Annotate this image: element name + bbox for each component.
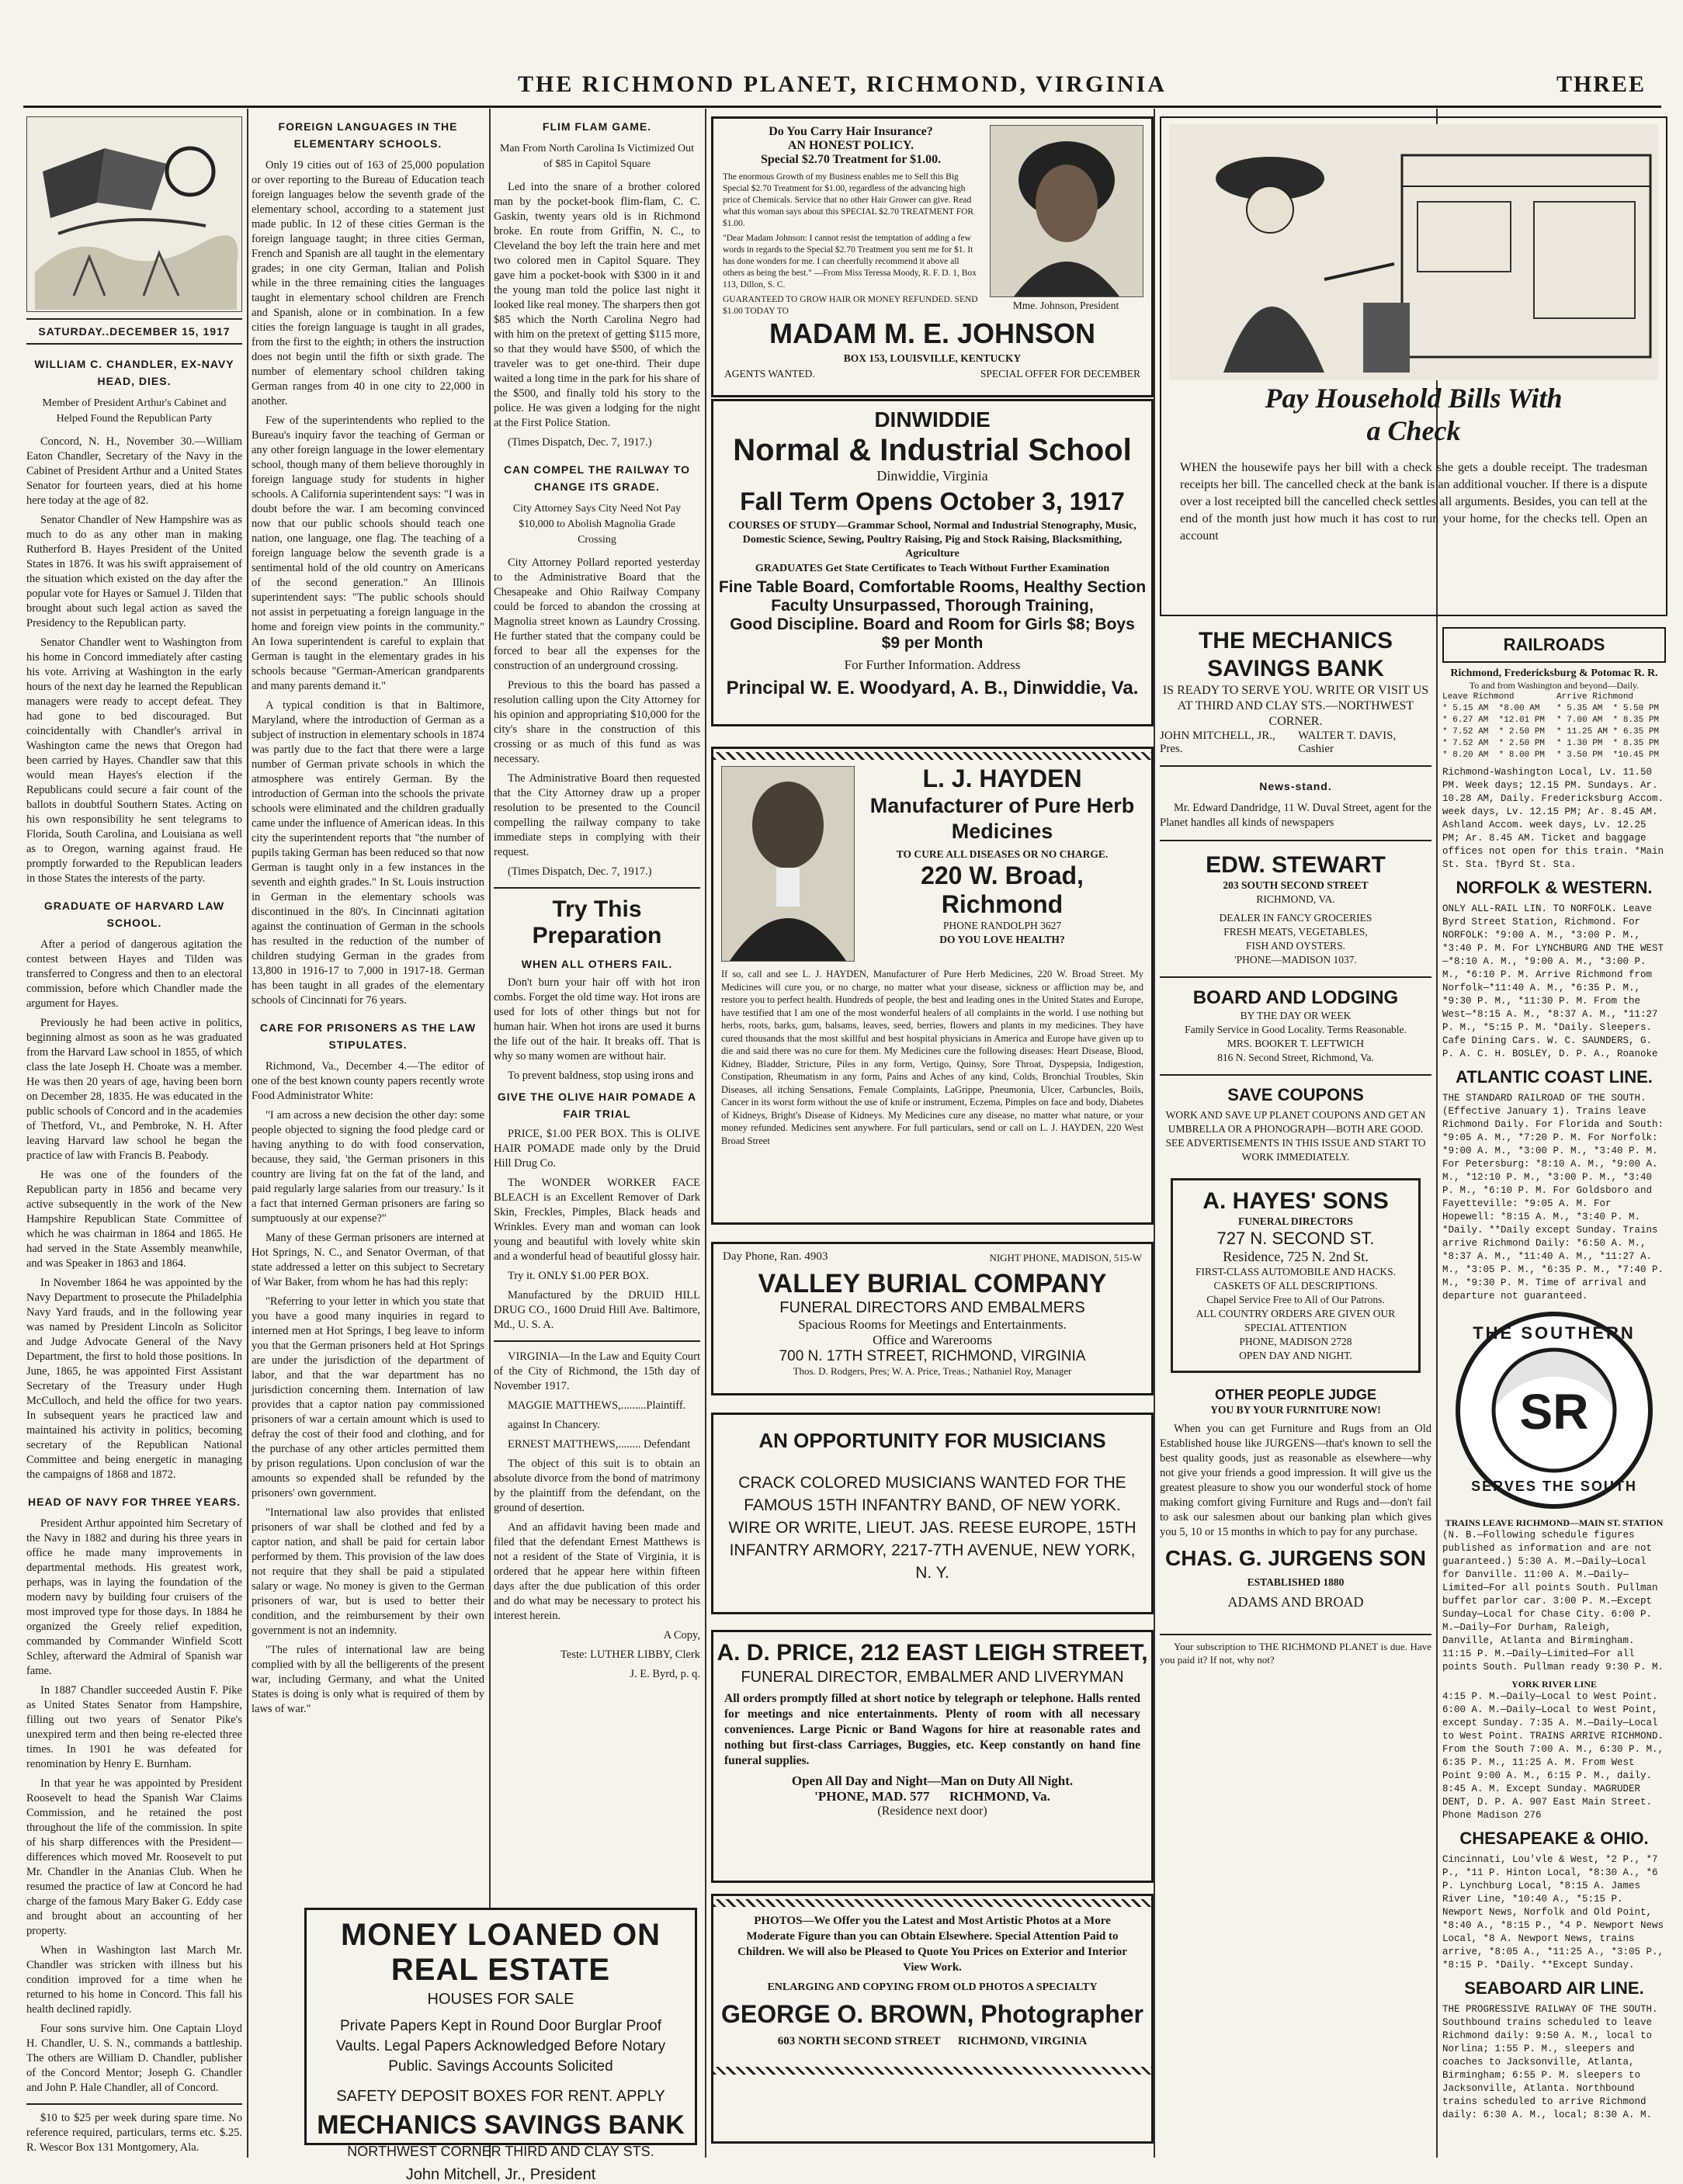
bank-cashier: WALTER T. DAVIS, Cashier <box>1298 730 1397 755</box>
hair-ad-guarantee: GUARANTEED TO GROW HAIR OR MONEY REFUNDED. SEND $1.00 TODAY TO <box>723 295 978 316</box>
hayes-line: FUNERAL DIRECTORS <box>1238 1215 1353 1227</box>
article-paragraph: Concord, N. H., November 30.—William Eaton Chandler, Secretary of the Navy in the Cabinet of President Arthur and a United States Senator for fourteen years, died at his home here today at the age of 82. <box>26 435 242 507</box>
jurgens-established: ESTABLISHED 1880 <box>1247 1576 1345 1588</box>
legal-notice: ERNEST MATTHEWS,........ Defendant <box>508 1438 691 1451</box>
planet-logo-icon <box>27 117 241 310</box>
hayes-residence: Residence, 725 N. 2nd St. <box>1223 1249 1369 1264</box>
loan-ad-services: Private Papers Kept in Round Door Burglar Proof Vaults. Legal Papers Acknowledged Before Notary Public. Savings Accounts Solicited <box>335 2018 666 2075</box>
divider <box>1160 765 1431 767</box>
jurgens-name: CHAS. G. JURGENS SON <box>1164 1546 1427 1570</box>
coupons-heading: SAVE COUPONS <box>1227 1085 1364 1104</box>
nw-schedule: ONLY ALL-RAIL LIN. TO NORFOLK. Leave Byrd Street Station, Richmond. For NORFOLK: *9:00 A. M., *3:00 P. M., *3:40 P. M. For LYNCHBURG AND THE WEST—*8:10 A. M., *9:00 A. M., *3:00 P. M., *6:10 P. M. Arrive Richmond from Norfolk—*11:40 A. M., *6:35 P. M., *9:30 P. M., *11:30 P. M. From the West—*8:15 A. M., *8:37 A. M., *11:27 P. M., *5:15 P. M. *Daily. Sleepers. Cafe Dining Cars. W. C. SAUNDERS, G. P. A. C. H. BOSLEY, D. P. A., Roanoke <box>1442 903 1664 1059</box>
rfp-arrive: Arrive Richmond * 5.35 AM * 5.50 PM * 7.00 AM * 8.35 PM * 11.25 AM * 6.35 PM * 1.30 PM * 8.35 PM * 3.50 PM *10.45 PM <box>1556 692 1660 760</box>
article-paragraph: "I am across a new decision the other day: some people objected to signing the food pledge card or having anything to do with food conservation, because, they said, 'the German prisoners in this country are living fat on the fat of the land, and paid regularly large salaries from our treasury.' Is it a fact that interned German prisoners are faring so sumptuously at our expense?" <box>252 1109 484 1225</box>
rfp-title: Richmond, Fredericksburg & Potomac R. R. <box>1450 667 1658 679</box>
valley-company-name: VALLEY BURIAL COMPANY <box>758 1269 1107 1298</box>
article-paragraph: When in Washington last March Mr. Chandler was stricken with illness but his condition improved for a time when he returned to his home in Concord. This fall his health declined rapidly. <box>26 1944 242 2016</box>
check-ad-illustration <box>1169 124 1658 380</box>
hayden-portrait <box>721 766 855 962</box>
price-ad-title: FUNERAL DIRECTOR, EMBALMER AND LIVERYMAN <box>741 1669 1124 1686</box>
brown-ad-body: PHOTOS—We Offer you the Latest and Most Artistic Photos at a More Moderate Figure than you can Obtain Elsewhere. Special Attention Paid to Children. We will also be Pleased to Quote You Prices on Exterior and Interior View Work. <box>737 1915 1127 1974</box>
column-rule <box>1154 109 1155 2158</box>
board-address: 816 N. Second Street, Richmond, Va. <box>1217 1052 1374 1063</box>
column-2-articles <box>252 118 484 1903</box>
column-1 <box>26 116 242 2154</box>
legal-notice: A Copy, <box>663 1629 700 1641</box>
hayden-address: 220 W. Broad, Richmond <box>921 861 1084 918</box>
brown-ad-address <box>713 2035 1151 2048</box>
madam-johnson-portrait <box>990 125 1143 297</box>
southern-schedule: (N. B.—Following schedule figures published as information and are not guaranteed.) 5:30 A. M.—Daily—Local for Danville. 11:00 A. M.—Daily—Limited—For all points South. Pullman buffet parlor car. 3:00 P. M.—Except Sunday—Local for Chase City. 6:00 P. M.—Daily—For Durham, Raleigh, Danville, Atlanta and Birmingham. 11:15 P. M.—Daily—Limited—For all points South. Pullman ready 9:30 P. M. <box>1442 1530 1664 1673</box>
hayden-medicine-ad <box>711 747 1154 1225</box>
price-ad-residence: (Residence next door) <box>877 1804 987 1818</box>
article-paragraph: Richmond, Va., December 4.—The editor of one of the best known county papers recently wrote Food Administrator White: <box>252 1060 484 1102</box>
hayes-phone: PHONE, MADISON 2728 <box>1239 1336 1352 1347</box>
mechanics-bank-text: IS READY TO SERVE YOU. WRITE OR VISIT US AT THIRD AND CLAY STS.—NORTHWEST CORNER. <box>1162 684 1429 728</box>
valley-night-phone: NIGHT PHONE, MADISON, 515-W <box>989 1252 1142 1264</box>
price-ad-phone: 'PHONE, MAD. 577 <box>814 1789 930 1804</box>
hayden-phone: PHONE RANDOLPH 3627 <box>942 920 1062 931</box>
loan-ad-president: John Mitchell, Jr., President <box>405 2166 596 2183</box>
price-ad-city: RICHMOND, Va. <box>949 1789 1050 1804</box>
southern-schedule-title: TRAINS LEAVE RICHMOND—MAIN ST. STATION <box>1445 1517 1664 1528</box>
issue-date: SATURDAY..DECEMBER 15, 1917 <box>26 318 242 345</box>
legal-notice: Teste: LUTHER LIBBY, Clerk <box>560 1648 700 1661</box>
jurgens-subheading: YOU BY YOUR FURNITURE NOW! <box>1210 1404 1381 1416</box>
check-ad-title-line: Pay Household Bills With <box>1265 383 1563 414</box>
agents-wanted: AGENTS WANTED. <box>724 368 815 380</box>
headline-railway: CAN COMPEL THE RAILWAY TO CHANGE ITS GRADE. <box>504 463 690 493</box>
co-schedule: Cincinnati, Lou'vle & West, *2 P., *7 P., *11 P. Hinton Local, *8:30 A., *6 P. Lynchburg Local, *8:15 A. James River Line, *10:40 A., *5:15 P. Newport News, Norfolk and Old Point, *8:40 A., *8:15 P., *4 P. Newport News Local, *8 A. Newport News, trains arrive, *8:05 A., *11:25 A., *3:05 P., *8:15 P. *Daily. **Except Sunday. <box>1442 1854 1670 1971</box>
loan-ad-deposit: SAFETY DEPOSIT BOXES FOR RENT. APPLY <box>336 2088 665 2105</box>
hayden-ad-body: If so, call and see L. J. HAYDEN, Manufacturer of Pure Herb Medicines, 220 W. Broad Street. My Medicines will cure you, or no charge, no matter what your disease, sickness or affliction may be, and restore you to perfect health. Hundreds of people, the best and leading ones in the United States and Europe, have testified that I am one of the most wonderful healers of all complaints in the world. I use nothing but herbs, roots, barks, gum, balsams, leaves, seed, berries, flowers and plants in my medicines. They have cured thousands that the most skillful and best hospital physicians in America and Europe have given up to die and said there was no cure for them. My Medicines cure the following diseases: Heart Disease, Blood, Kidney, Bladder, Stricture, Piles in any form, Vertigo, Quinsy, Sore Throat, Dyspepsia, Indigestion, Constipation, Rheumatism in any form, Pains and Aches of any kind, Colds, Bronchial Troubles, Skin Diseases, all itching Sensations, Female Complaints, LaGrippe, Pneumonia, Ulcer, Carbuncles, Boils, Cancer in its worst form without the use of knife or instrument, Eczema, Pimples on face and body, Diabetes of Kidneys, Bright's Disease of Kidneys. My Medicines cure any disease, no matter what nature, or your money refunded. Medicines sent anywhere. For full particulars, send or call on L. J. HAYDEN, 220 West Broad Street <box>721 969 1143 1146</box>
valley-burial-ad <box>711 1242 1154 1395</box>
pomade-ad-subhead: WHEN ALL OTHERS FAIL. <box>521 958 673 970</box>
madam-johnson-address: BOX 153, LOUISVILLE, KENTUCKY <box>843 352 1022 364</box>
subheadline-flim-flam: Man From North Carolina Is Victimized Out of $85 in Capitol Square <box>499 143 695 170</box>
coupons-text: WORK AND SAVE UP PLANET COUPONS AND GET AN UMBRELLA OR A PHONOGRAPH—BOTH ARE GOOD. SEE ADVERTISEMENTS IN THIS ISSUE AND START TO WORK IMMEDIATELY. <box>1165 1109 1426 1163</box>
railroads-heading-box <box>1442 627 1666 663</box>
school-ad-line: Faculty Unsurpassed, Thorough Training, <box>771 597 1094 615</box>
headline-prisoners: CARE FOR PRISONERS AS THE LAW STIPULATES. <box>259 1021 477 1051</box>
divider <box>26 2103 242 2105</box>
hair-ad-text <box>723 125 979 317</box>
legal-notice: And an affidavit having been made and filed that the defendant Ernest Matthews is not a resident of the State of Virginia, it is ordered that he appear here within fifteen days after the due publication of this order and do what may be necessary to protect his interest herein. <box>494 1521 700 1622</box>
subscription-notice: Your subscription to THE RICHMOND PLANET is due. Have you paid it? If not, why not? <box>1160 1641 1431 1666</box>
section-heading: GRADUATE OF HARVARD LAW SCHOOL. <box>43 900 225 929</box>
check-ad-headline <box>1161 382 1666 447</box>
railroads-heading: RAILROADS <box>1503 635 1605 654</box>
article-paragraph: In November 1864 he was appointed by the Navy Department to prosecute the Philadelphia Navy Yard frauds, and in the following year was named by President Lincoln as Solicitor and Judge Advocate General of the Navy Department, the first to hold those positions. In June, 1865, he was appointed First Assistant Secretary of the Treasury under Hugh McCulloch, and held the office for two years. In subsequent years he practiced law and maintained his activity in politics, becoming secretary of the Republican National Committee and being energetic in managing the campaigns of 1868 and 1872. <box>26 1277 242 1481</box>
school-ad-line: For Further Information. Address <box>844 657 1021 672</box>
stewart-city: RICHMOND, VA. <box>1256 893 1335 905</box>
stewart-phone: 'PHONE—MADISON 1037. <box>1234 954 1357 965</box>
school-ad-term: Fall Term Opens October 3, 1917 <box>740 487 1125 515</box>
pomade-ad-text: Try it. ONLY $1.00 PER BOX. <box>508 1270 649 1282</box>
valley-day-phone: Day Phone, Ran. 4903 <box>723 1250 828 1263</box>
valley-services: FUNERAL DIRECTORS AND EMBALMERS <box>779 1299 1085 1316</box>
article-paragraph: Few of the superintendents who replied to the Bureau's inquiry favor the teaching of German or any other foreign language in the lower elementary school, though many of them believe thoroughly in foreign language study for students in higher schools. A California superintendent says: "I was in doubt before the war. I am becoming convinced now that our public schools should teach one nation, one language, one flag. The teaching of a foreign language below the seventh grade is a sentimental hold of the old country on Americans of the second generation." An Illinois superintendent says: "The public schools should not assist in perpetuating a foreign language in the home and foreign view points in the community." An Iowa superintendent is careful to explain that German is taught in the elementary grades in his schools because "German-American grandparents and many parents demand it." <box>252 414 484 692</box>
article-paragraph: President Arthur appointed him Secretary of the Navy in 1882 and during his three years in office he made many improvements in departmental methods. His greatest work, perhaps, was in laying the foundation of the modern navy by building four cruisers of the most improved type for those days. In 1884 he organized the Greely relief expedition, commanded by Commander Winfield Scott Schley, afterward the Admiral of Spanish war fame. <box>26 1517 242 1677</box>
classified-ad: $10 to $25 per week during spare time. No reference required, particulars, terms etc. $.25. R. Wescor Box 131 Montgomery, Ala. <box>26 2112 242 2154</box>
column-3 <box>494 116 700 1894</box>
loan-ad-bank-name: MECHANICS SAVINGS BANK <box>317 2110 685 2140</box>
hayes-sons-ad <box>1171 1178 1421 1373</box>
pomade-ad-text: PRICE, $1.00 PER BOX. This is OLIVE HAIR POMADE made only by the Druid Hill Drug Co. <box>494 1128 700 1170</box>
article-paragraph: Only 19 cities out of 163 of 25,000 population or over reporting to the Bureau of Education teach foreign languages below the seventh grade of the elementary school, according to a statement just made public. In 12 of these cities German is the foreign language taught; in three cities German, French and Spanish are all taught in the elementary grades; in one city German, Italian and Polish while in the three remaining cities the languages taught in elementary school children are French and Spanish, alone or in combination. In a few cities the foreign language is taught in all grades, from the first to the eighth; in others the instruction does not begin until the fifth or sixth grade. The number of elementary school children taking German ranges from 40 in one city to 22,000 in another. <box>252 159 484 407</box>
legal-notice: J. E. Byrd, p. q. <box>630 1668 700 1680</box>
southern-logo-top: THE SOUTHERN <box>1473 1323 1636 1343</box>
nw-title: NORFOLK & WESTERN. <box>1456 878 1653 897</box>
hayden-tagline: TO CURE ALL DISEASES OR NO CHARGE. <box>896 848 1109 860</box>
article-paragraph: Previous to this the board has passed a resolution calling upon the City Attorney for his opinion and appropriating $10,000 for the city's share in the construction of this crossing or as much of this fund as was necessary. <box>494 679 700 765</box>
hair-ad-line: AN HONEST POLICY. <box>787 139 914 152</box>
legal-notice: The object of this suit is to obtain an absolute divorce from the bond of matrimony by the plaintiff from the defendant, on the ground of desertion. <box>494 1458 700 1514</box>
divider <box>1160 840 1431 841</box>
column-rule <box>489 109 491 2158</box>
headline-flim-flam: FLIM FLAM GAME. <box>542 120 652 133</box>
hayes-line: FIRST-CLASS AUTOMOBILE AND HACKS. CASKETS OF ALL DESCRIPTIONS. <box>1195 1266 1397 1291</box>
newspaper-title: THE RICHMOND PLANET, RICHMOND, VIRGINIA <box>518 71 1167 97</box>
price-ad-headline: A. D. PRICE, 212 EAST LEIGH STREET, <box>717 1640 1148 1666</box>
acl-schedule: THE STANDARD RAILROAD OF THE SOUTH. (Effective January 1). Trains leave Richmond Daily. For Florida and South: *9:05 A. M., *7:20 P. M. For Norfolk: *9:00 A. M., *3:00 P. M., *3:40 P. M. For Petersburg: *8:10 A. M., *9:00 A. M., *12:10 P. M., *3:00 P. M., *3:40 P. M., *6:10 P. M. For Goldsboro and Fayetteville: *9:05 A. M. For Hopewell: *8:15 A. M., *3:40 P. M. *Daily. **Daily except Sunday. Trains arrive Richmond Daily: *6:50 A. M., *8:37 A. M., *11:40 A. M., *11:27 A. M., *3:05 P. M., *6:35 P. M., *7:40 P. M., *9:30 P. M. Time of arrival and departure not guaranteed. <box>1442 1093 1670 1302</box>
hair-ad-quote: "Dear Madam Johnson: I cannot resist the temptation of adding a few words in regards to the Special $2.70 Treatment you sent me for $1. It has done wonders for me. I can cheerfully recommend it above all others as being the best." —From Miss Teressa Moody, R. F. D. 1, Box 113, Dillon, S. C. <box>723 234 977 289</box>
loan-ad-subhead: HOUSES FOR SALE <box>427 1991 574 2008</box>
decorative-border <box>713 752 1151 760</box>
legal-notice: against In Chancery. <box>508 1419 600 1431</box>
article-paragraph: Senator Chandler went to Washington from his home in Concord immediately after casting his vote. Arriving at Washington in the early hours of the next day he learned the Republican managers were ready to accept defeat. They had gone to bed discouraged. But coincidentally with Chandler's arrival in Washington came the news that Oregon had been carried by Hayes. Chandler saw that this would mean Hayes's election if the Republicans could secure a fair count of the ballots in doubtful Southern States. Acting on his own responsibility he sent telegrams to Florida, South Carolina, and Louisiana as well as to Oregon, warning against fraud. He promptly forwarded to the Republican leaders in those States the interests of the party. <box>26 636 242 885</box>
column-rule <box>705 109 706 2158</box>
rfp-subtitle: To and from Washington and beyond—Daily. <box>1469 680 1640 691</box>
jurgens-heading: OTHER PEOPLE JUDGE <box>1214 1387 1377 1402</box>
sal-title: SEABOARD AIR LINE. <box>1464 1978 1644 1998</box>
brown-ad-city: RICHMOND, VIRGINIA <box>957 2035 1088 2047</box>
article-source: (Times Dispatch, Dec. 7, 1917.) <box>508 436 652 449</box>
column-6-railroads <box>1442 627 1670 2148</box>
board-heading: BOARD AND LODGING <box>1192 987 1399 1008</box>
price-ad-body: All orders promptly filled at short notice by telegraph or telephone. Halls rented for meetings and nice entertainments. Plenty of room with all necessary conveniences. Large Picnic or Band Wagons for hire at reasonable rates and nothing but first-class Carriages, Buggies, etc. Keep constantly on hand fine funeral supplies. <box>724 1692 1140 1767</box>
brown-ad-name: GEORGE O. BROWN, Photographer <box>720 2000 1143 2028</box>
hayden-title: Manufacturer of Pure Herb Medicines <box>869 794 1135 843</box>
school-ad-location: Dinwiddie, Virginia <box>876 468 988 484</box>
school-ad-line: DINWIDDIE <box>874 407 991 432</box>
york-river-title: YORK RIVER LINE <box>1511 1679 1597 1690</box>
jurgens-text: When you can get Furniture and Rugs from an Old Established house like JURGENS—that's known to sell the best quality goods, just as reasonable as elsewhere—why not give your friends a good impression. It will give us the greatest pleasure to show you our wonderful stock of home making comfort giving Furniture and Rugs and—don't fail to ask our salesmen about our banking plan which gives you 5, 10 or 15 months in which to pay for any purchase. <box>1160 1423 1431 1538</box>
sal-schedule: THE PROGRESSIVE RAILWAY OF THE SOUTH. Southbound trains scheduled to leave Richmond daily: 9:50 A. M., local to Norlina; 1:55 P. M., sleepers and coaches to Jacksonville, Atlanta, Birmingham; 6:55 P. M. sleepers to Jacksonville, Atlanta. Northbound trains scheduled to arrive Richmond daily: 6:30 A. M., local; 8:30 A. M. <box>1442 2004 1664 2120</box>
school-ad-graduates: GRADUATES Get State Certificates to Teach Without Further Examination <box>755 563 1110 574</box>
valley-street: 700 N. 17TH STREET, <box>779 1348 928 1364</box>
board-name: MRS. BOOKER T. LEFTWICH <box>1227 1038 1365 1049</box>
column-5 <box>1160 627 1431 2148</box>
portrait-icon <box>722 767 854 961</box>
article-paragraph: The Administrative Board then requested that the City Attorney draw up a proper resolution to be presented to the Council compelling the railway company to take immediate steps in complying with their request. <box>494 772 700 858</box>
article-paragraph: In 1887 Chandler succeeded Austin F. Pike as United States Senator from Hampshire, filling out two years of Senator Pike's unexpired term and then being re-elected three times. In 1901 he was defeated for renomination by Henry E. Burnham. <box>26 1684 242 1770</box>
hayes-line: ALL COUNTRY ORDERS ARE GIVEN OUR SPECIAL ATTENTION <box>1195 1308 1396 1333</box>
hayes-line: Chapel Service Free to All of Our Patrons. <box>1206 1294 1385 1305</box>
article-paragraph: Previously he had been active in politics, beginning almost as soon as he was graduated from the Harvard Law school in 1855, of which class the late Joseph H. Choate was a member. He was then 20 years of age, having been born on December 28, 1835. He was educated in the public schools of Concord and in the academies of Thetford, Vt., and Pembroke, N. H. After leaving Harvard law school he began the practice of law with Francis B. Peabody. <box>26 1017 242 1162</box>
price-ad-contact <box>713 1789 1151 1804</box>
article-paragraph: Four sons survive him. One Captain Lloyd H. Chandler, U. S. N., commands a battleship. The others are William D. Chandler, publisher of the Concord Mentor; Joseph G. Chandler and John P. Hale Chandler, all of Concord. <box>26 2023 242 2094</box>
musicians-ad <box>711 1413 1154 1614</box>
hayes-name: A. HAYES' SONS <box>1202 1188 1389 1214</box>
mechanics-bank-name: THE MECHANICS SAVINGS BANK <box>1198 628 1393 681</box>
brown-ad-specialty: ENLARGING AND COPYING FROM OLD PHOTOS A SPECIALTY <box>767 1981 1098 1993</box>
bank-counter-illustration-icon <box>1169 124 1658 380</box>
stewart-line: FRESH MEATS, VEGETABLES, <box>1223 926 1368 938</box>
article-source: (Times Dispatch, Dec. 7, 1917.) <box>508 865 652 878</box>
hayden-question: DO YOU LOVE HEALTH? <box>939 934 1065 945</box>
household-check-ad <box>1160 116 1667 616</box>
dinwiddie-school-ad <box>711 399 1154 726</box>
article-paragraph: Led into the snare of a brother colored man by the pocket-book flim-flam, C. C. Gaskin, twenty years old is in Richmond broke. En route from Griffin, N. C., to Cleveland the boy left the train here and met two colored men in Capitol Square. They gave him a pocket-book with $300 in it and the young man told the police last night it looked like real money. The sharpers then got $85 which the North Carolina Negro had with him on the pretext of getting $115 more, so that they would have $500, of which the traveler was to get one-third. Their dupe waited a long time in the park for his share of the $500, and finally told his story to the police. He was given a lodging for the night at the First Police Station. <box>494 181 700 429</box>
brown-photographer-ad <box>711 1894 1154 2144</box>
check-ad-title-line: a Check <box>1366 415 1461 446</box>
hair-treatment-ad <box>711 116 1154 397</box>
subheadline-chandler: Member of President Arthur's Cabinet and Helped Found the Republican Party <box>42 397 227 425</box>
valley-officers: Thos. D. Rodgers, Pres; W. A. Price, Treas.; Nathaniel Roy, Manager <box>793 1365 1072 1377</box>
pomade-ad-text: To prevent baldness, stop using irons and <box>508 1069 694 1082</box>
valley-address <box>713 1348 1151 1365</box>
article-paragraph: "Referring to your letter in which you state that you have a good many inquiries in regard to interned men at Hot Springs, I beg leave to inform you that the German prisoners held at Hot Springs are under the jurisdiction of the department of labor, and that the war department has no jurisdiction concerning them. Internation of law provides that a captor nation pay commissioned prisoners of war a certain amount which is used to defray the cost of their food and clothing, and for the purchase of any other articles permitted them by prison regulations. Upon conclusion of war the amounts so expended shall be refunded by the prisoners' own government. <box>252 1295 484 1499</box>
newsstand-text: Mr. Edward Dandridge, 11 W. Duval Street, agent for the Planet handles all kinds of newspapers <box>1160 802 1431 829</box>
decorative-border <box>713 1899 1151 1907</box>
valley-rooms: Spacious Rooms for Meetings and Entertainments. <box>798 1317 1067 1332</box>
article-paragraph: He was one of the founders of the Republican party in 1856 and became very active subsequently in the work of the New Hampshire Republican State Committee of which he was chairman in 1864 and 1865. He had served in the State Assembly meanwhile, and was Speaker in 1863 and 1864. <box>26 1169 242 1270</box>
board-line: BY THE DAY OR WEEK <box>1240 1010 1352 1021</box>
portrait-caption: Mme. Johnson, President <box>1012 300 1119 311</box>
pomade-ad-text: The WONDER WORKER FACE BLEACH is an Excellent Remover of Dark Skin, Freckles, Pimples, Black heads and Wrinkles. Every man and woman can look young and beautiful with lovely white skin and a wonderful head of beautiful glossy hair. <box>494 1177 700 1263</box>
column-2 <box>252 116 484 2142</box>
article-paragraph: "International law also provides that enlisted prisoners of war shall be clothed and fed by a captor nation, and shall be paid for certain labor performed by them. This provision of the law does not require that they shall be paid a stipulated salary or wage. No money is given to the German prisoners of war, but is used to better their condition, and the reimbursement by their own government is not an indemnity. <box>252 1506 484 1637</box>
school-ad-line: Good Discipline. Board and Room for Girls $8; Boys $9 per Month <box>730 615 1135 652</box>
check-ad-body: WHEN the housewife pays her bill with a check she gets a double receipt. The tradesman receipts her bill. The cancelled check at the bank is an additional voucher. If there is a dispute over a lost receipted bill the cancelled check settles all arguments. Besides, you can tell at the end of the month just how much it has cost to run your home, for the checks tell. Open an account <box>1180 461 1647 543</box>
article-paragraph: A typical condition is that in Baltimore, Maryland, where the introduction of German as a subject of instruction in elementary schools in 1874 was partly due to the fact that there were a large number of German private schools in which the atmosphere was entirely German. By the introduction of German into the schools the private schools were eliminated and the children gradually came under the influence of American ideas. In this city the superintendent reports that "the number of pupils taking German has been reduced so that now German is taught only in a few instances in the seventh and eighth grades." In St. Louis instruction in German in the elementary schools was discontinued in the 80's. In Cincinnati agitation against the continuation of German in the schools has resulted in the reduction of the number of children studying German in the grades from 13,800 in 1916-17 to 7,000 in 1917-18. German has been taught in all grades of the elementary schools of Cincinnati for 76 years. <box>252 699 485 1007</box>
special-offer: SPECIAL OFFER FOR DECEMBER <box>980 368 1140 380</box>
legal-notice: MAGGIE MATTHEWS,.........Plaintiff. <box>508 1399 686 1412</box>
article-paragraph: Senator Chandler of New Hampshire was as much to do as any other man in making Rutherford B. Hayes President of the United States in 1876. It was his swift appraisement of the situation which existed on the day after the popular vote for Hayes or Samuel J. Tilden that brought about such legal action as saved the Presidency to the Republican party. <box>26 514 242 629</box>
hair-ad-body: The enormous Growth of my Business enables me to Sell this Big Special $2.70 Treatment for $1.00, regardless of the advancing high price of Chemicals. Service that no other Hair Grower can give. Read what this woman says about this SPECIAL $2.70 TREATMENT FOR $1.00. <box>723 172 974 228</box>
stewart-address: 203 SOUTH SECOND STREET <box>1223 879 1369 891</box>
newsstand-heading: News-stand. <box>1259 780 1332 792</box>
stewart-line: FISH AND OYSTERS. <box>1246 940 1345 952</box>
rfp-leave: Leave Richmond * 5.15 AM *8.00 AM * 6.27 AM *12.01 PM * 7.52 AM * 2.50 PM * 7.52 AM * 2.50 PM * 8.20 AM * 8.00 PM <box>1442 692 1546 760</box>
masthead-bar <box>23 71 1661 108</box>
hair-ad-line: Special $2.70 Treatment for $1.00. <box>760 153 942 166</box>
headline-chandler: WILLIAM C. CHANDLER, EX-NAVY HEAD, DIES. <box>34 358 234 387</box>
jurgens-address: ADAMS AND BROAD <box>1227 1594 1364 1610</box>
school-ad-courses: COURSES OF STUDY—Grammar School, Normal and Industrial Stenography, Music, Domestic Science, Sewing, Poultry Raising, Pig and Stock Raising, Blacksmithing, Agriculture <box>728 520 1136 560</box>
subheadline-railway: City Attorney Says City Need Not Pay $10,000 to Abolish Magnolia Grade Crossing <box>512 503 682 546</box>
musicians-ad-body: CRACK COLORED MUSICIANS WANTED FOR THE FAMOUS 15TH INFANTRY BAND, OF NEW YORK. WIRE OR WRITE, LIEUT. JAS. REESE EUROPE, 15TH INFANTRY ARMORY, 2217-7TH AVENUE, NEW YORK, N. Y. <box>728 1474 1136 1582</box>
hayes-line: OPEN DAY AND NIGHT. <box>1239 1350 1352 1361</box>
southern-logo-mark: SR <box>1519 1384 1589 1440</box>
pomade-ad-text: Manufactured by the DRUID HILL DRUG CO., 1600 Druid Hill Ave. Baltimore, Md., U. S. A. <box>494 1289 700 1331</box>
brown-ad-street: 603 NORTH SECOND STREET <box>777 2035 941 2047</box>
musicians-ad-headline: AN OPPORTUNITY FOR MUSICIANS <box>758 1429 1106 1452</box>
acl-title: ATLANTIC COAST LINE. <box>1456 1067 1653 1087</box>
divider <box>494 1340 700 1342</box>
divider <box>1160 1634 1431 1635</box>
stewart-name: EDW. STEWART <box>1206 852 1386 878</box>
decorative-border <box>713 2067 1151 2075</box>
article-paragraph: City Attorney Pollard reported yesterday to the Administrative Board that the Chesapeake and Ohio Railway Company could be forced to abandon the crossing at Magnolia street known as Laundry Crossing. He further stated that the company could be forced to bear all the expenses for the construction of an underground crossing. <box>494 556 700 672</box>
hair-ad-line: Do You Carry Hair Insurance? <box>769 125 933 138</box>
hayden-name: L. J. HAYDEN <box>922 764 1082 792</box>
bank-loan-ad <box>304 1908 697 2183</box>
stewart-line: DEALER IN FANCY GROCERIES <box>1219 912 1372 924</box>
southern-logo-bottom: SERVES THE SOUTH <box>1471 1479 1637 1494</box>
article-paragraph: After a period of dangerous agitation the contest between Hayes and Tilden was transferred to Congress and then to an electoral commission, before which Chandler made the argument for Hayes. <box>26 938 242 1010</box>
school-ad-line: Fine Table Board, Comfortable Rooms, Healthy Section <box>718 578 1147 596</box>
rfp-notes: Richmond-Washington Local, Lv. 11.50 PM. Week days; 12.15 PM. Sundays. Ar. 10.28 AM, Daily. Fredericksburg Accom. week days, Lv. 12.15 PM; Ar. 8.45 AM. Ashland Accom. week days, Lv. 12.25 PM; Ar. 8.45 AM. Ticket and baggage offices not open for this train. *Main St. Sta. †Byrd St. Sta. <box>1442 767 1670 870</box>
valley-city: RICHMOND, VIRGINIA <box>931 1348 1086 1364</box>
portrait-icon <box>991 126 1143 296</box>
york-river-schedule: 4:15 P. M.—Daily—Local to West Point. 6:00 A. M.—Daily—Local to West Point, except Sunday. 7:35 A. M.—Daily—Local to West Point. TRAINS ARRIVE RICHMOND. From the South 7:00 A. M., 6:30 P. M., 6:35 P. M., 11:25 A. M. From West Point 9:00 A. M., 6:15 P. M., daily. 8:45 A. M. Except Sunday. MAGRUDER DENT, D. P. A. 907 East Main Street. Phone Madison 276 <box>1442 1691 1670 1821</box>
madam-johnson-name: MADAM M. E. JOHNSON <box>769 317 1095 349</box>
price-funeral-ad <box>711 1630 1154 1883</box>
divider <box>1160 976 1431 978</box>
southern-railway-logo <box>1453 1309 1655 1511</box>
article-paragraph: "The rules of international law are being complied with by all the belligerents of the present war, including Germany, and what the United States is doing is only what is required of them by laws of war." <box>252 1644 484 1715</box>
divider <box>1160 1074 1431 1076</box>
hayes-address: 727 N. SECOND ST. <box>1216 1229 1375 1248</box>
article-paragraph: Many of these German prisoners are interned at Hot Springs, N. C., and Senator Overman, of that state addressed a letter on this subject to Secretary of War Baker, from whom he has had this reply: <box>252 1232 484 1288</box>
legal-notice: VIRGINIA—In the Law and Equity Court of the City of Richmond, the 15th day of November 1917. <box>494 1350 700 1392</box>
school-ad-name: Normal & Industrial School <box>733 433 1132 467</box>
loan-ad-headline: MONEY LOANED ON REAL ESTATE <box>340 1918 661 1987</box>
rfp-schedule <box>1442 692 1666 766</box>
board-line: Family Service in Good Locality. Terms Reasonable. <box>1185 1024 1407 1035</box>
co-title: CHESAPEAKE & OHIO. <box>1459 1829 1649 1848</box>
section-heading: HEAD OF NAVY FOR THREE YEARS. <box>27 1496 241 1508</box>
masthead-engraving <box>26 116 242 312</box>
column-rule <box>247 109 248 2158</box>
valley-office: Office and Warerooms <box>873 1333 992 1347</box>
school-ad-principal: Principal W. E. Woodyard, A. B., Dinwiddie, Va. <box>726 678 1139 699</box>
price-ad-hours: Open All Day and Night—Man on Duty All Night. <box>791 1773 1074 1788</box>
page-number: THREE <box>1556 71 1646 97</box>
pomade-ad-headline: Try This Preparation <box>532 896 662 948</box>
mechanics-bank-officers <box>1160 730 1431 756</box>
loan-ad-address: NORTHWEST CORNER THIRD AND CLAY STS. <box>347 2144 654 2159</box>
pomade-ad-text: Don't burn your hair off with hot iron combs. Forget the old time way. Hot irons are used for lots of other things but not for human hair. When hot irons are used it burns the life out of the hair. It breaks off. That is why so many women are without hair. <box>494 976 700 1063</box>
pomade-ad-callout: GIVE THE OLIVE HAIR POMADE A FAIR TRIAL <box>497 1090 697 1120</box>
hayden-ad-header <box>861 764 1143 947</box>
headline-foreign-languages: FOREIGN LANGUAGES IN THE ELEMENTARY SCHOOLS. <box>278 120 458 150</box>
bank-president: JOHN MITCHELL, JR., Pres. <box>1160 730 1275 755</box>
article-paragraph: In that year he was appointed by President Roosevelt to head the Spanish War Claims Commission, and he retained the post throughout the life of the commission. In spite of his sharp differences with the President—differences which moved Mr. Roosevelt to put Mr. Chandler in the Ananias Club. When he resumed the practice of law at Concord he had charge of the famous Mary Baker G. Eddy case and brought about an accounting of her property. <box>26 1777 242 1937</box>
divider <box>494 887 700 889</box>
